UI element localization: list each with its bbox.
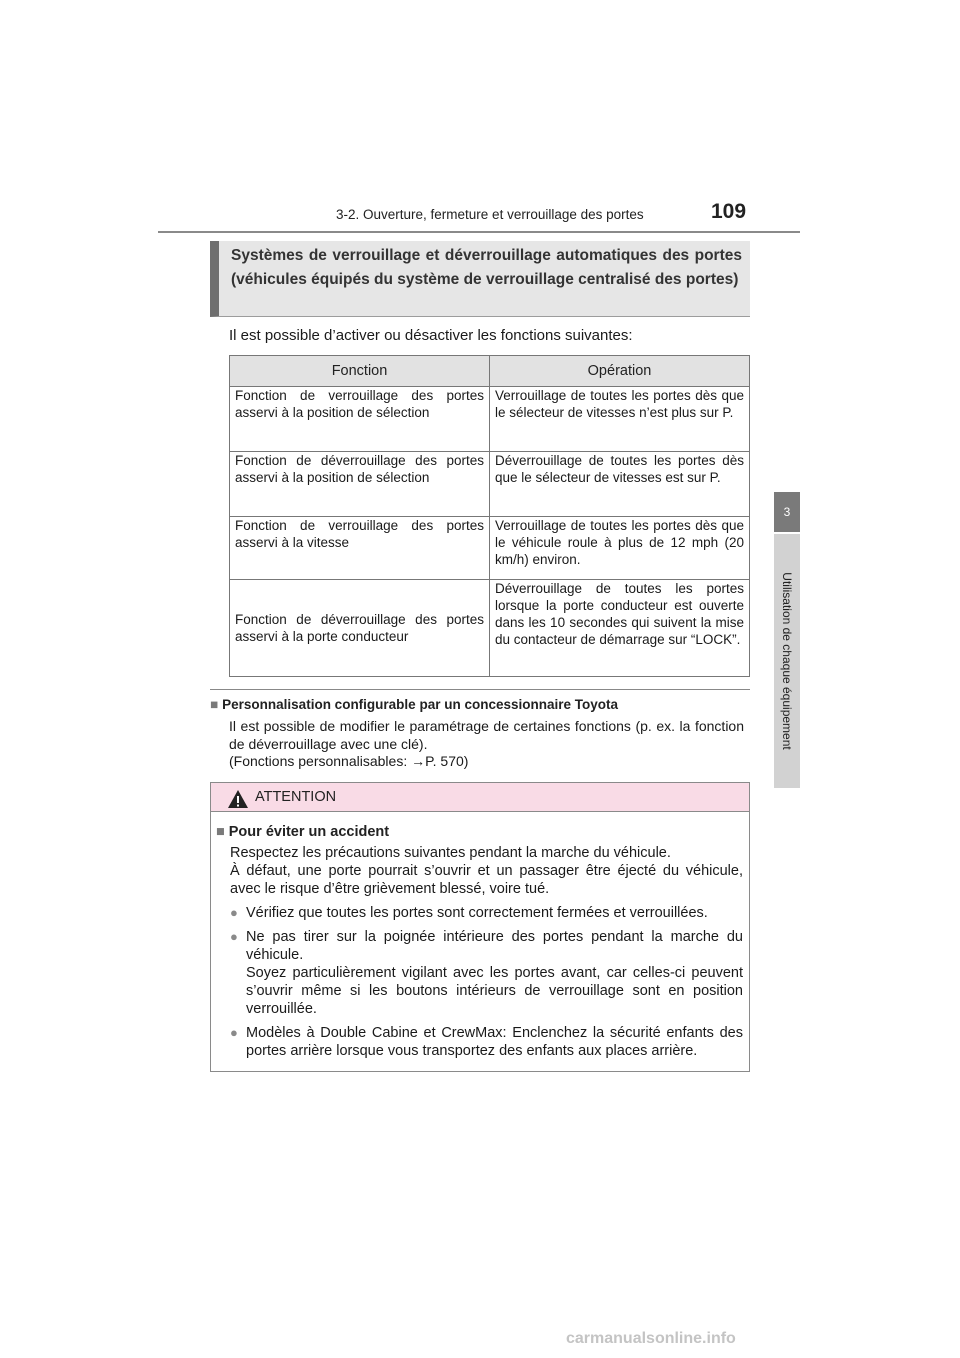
section-heading: Systèmes de verrouillage et déverrouillage automatiques des portes (véhicules équipés du système de verrouillage centralisé des portes): [210, 241, 750, 317]
table-row: [230, 517, 750, 580]
warning-bullet: [216, 1024, 743, 1060]
chapter-tab-number: 3: [774, 492, 800, 532]
warning-bullet-text: Modèles à Double Cabine et CrewMax: Enclenchez la sécurité enfants des portes arrière lorsque vous transportez des enfants aux places arrière.: [246, 1025, 743, 1059]
table-row: [230, 387, 750, 452]
bullet-dot-icon: ●: [230, 929, 238, 944]
customization-title: [210, 697, 618, 712]
table-row: [230, 452, 750, 517]
warning-header: [211, 783, 749, 812]
warning-title: [216, 824, 743, 840]
customization-text: Il est possible de modifier le paramétrage de certaines fonctions (p. ex. la fonction de déverrouillage avec une clé).: [229, 718, 744, 752]
warning-label: ATTENTION: [255, 789, 337, 805]
intro-text: Il est possible d’activer ou désactiver les fonctions suivantes:: [229, 327, 633, 344]
header-section-title: 3-2. Ouverture, fermeture et verrouillage des portes: [336, 207, 644, 222]
table-cell-operation: Verrouillage de toutes les portes dès que le sélecteur de vitesses n’est plus sur P.: [490, 387, 750, 452]
table-cell-function: Fonction de déverrouillage des portes asservi à la position de sélection: [230, 452, 490, 517]
section-divider: [210, 689, 750, 690]
warning-content: [211, 812, 749, 1060]
table-cell-function: Fonction de verrouillage des portes asservi à la position de sélection: [230, 387, 490, 452]
functions-table: [229, 355, 750, 677]
customization-title-text: Personnalisation configurable par un concessionnaire Toyota: [222, 697, 618, 712]
table-cell-function: Fonction de déverrouillage des portes asservi à la porte conducteur: [230, 580, 490, 677]
warning-bullet: [216, 904, 743, 922]
warning-intro: [216, 844, 743, 898]
table-cell-function: Fonction de verrouillage des portes asservi à la vitesse: [230, 517, 490, 580]
table-cell-operation: Déverrouillage de toutes les portes lorsque la porte conducteur est ouverte dans les 10 secondes qui suivent la mise du contacteur de démarrage sur “LOCK”.: [490, 580, 750, 677]
warning-bullet-text: Soyez particulièrement vigilant avec les portes avant, car celles-ci peuvent s’ouvrir même si les boutons intérieurs de verrouillage sont en position verrouillée.: [246, 965, 743, 1017]
warning-intro-line: Respectez les précautions suivantes pendant la marche du véhicule.: [230, 845, 671, 861]
square-bullet-icon: ■: [216, 824, 225, 840]
table-cell-operation: Verrouillage de toutes les portes dès que le véhicule roule à plus de 12 mph (20 km/h) environ.: [490, 517, 750, 580]
table-header-function: Fonction: [230, 356, 490, 387]
chapter-tab-label: Utilisation de chaque équipement: [780, 572, 794, 750]
customization-body: [229, 718, 744, 771]
square-bullet-icon: ■: [210, 697, 219, 712]
warning-triangle-icon: [227, 789, 249, 809]
page-number: 109: [711, 200, 747, 223]
table-cell-operation: Déverrouillage de toutes les portes dès que le sélecteur de vitesses est sur P.: [490, 452, 750, 517]
warning-intro-line: À défaut, une porte pourrait s’ouvrir et un passager être éjecté du véhicule, avec le risque d’être grièvement blessé, voire tué.: [230, 863, 743, 897]
table-header-row: [230, 356, 750, 387]
warning-title-text: Pour éviter un accident: [228, 824, 390, 840]
bullet-dot-icon: ●: [230, 905, 238, 920]
bullet-dot-icon: ●: [230, 1025, 238, 1040]
warning-bullet: [216, 928, 743, 1018]
header-divider: [158, 231, 800, 233]
warning-bullet-text: Ne pas tirer sur la poignée intérieure des portes pendant la marche du véhicule.: [246, 929, 743, 963]
warning-bullet-text: Vérifiez que toutes les portes sont correctement fermées et verrouillées.: [246, 905, 708, 921]
watermark: carmanualsonline.info: [566, 1330, 736, 1347]
customization-reference: (Fonctions personnalisables: →P. 570): [229, 753, 469, 769]
table-row: [230, 580, 750, 677]
table-header-operation: Opération: [490, 356, 750, 387]
warning-box: [210, 782, 750, 1072]
